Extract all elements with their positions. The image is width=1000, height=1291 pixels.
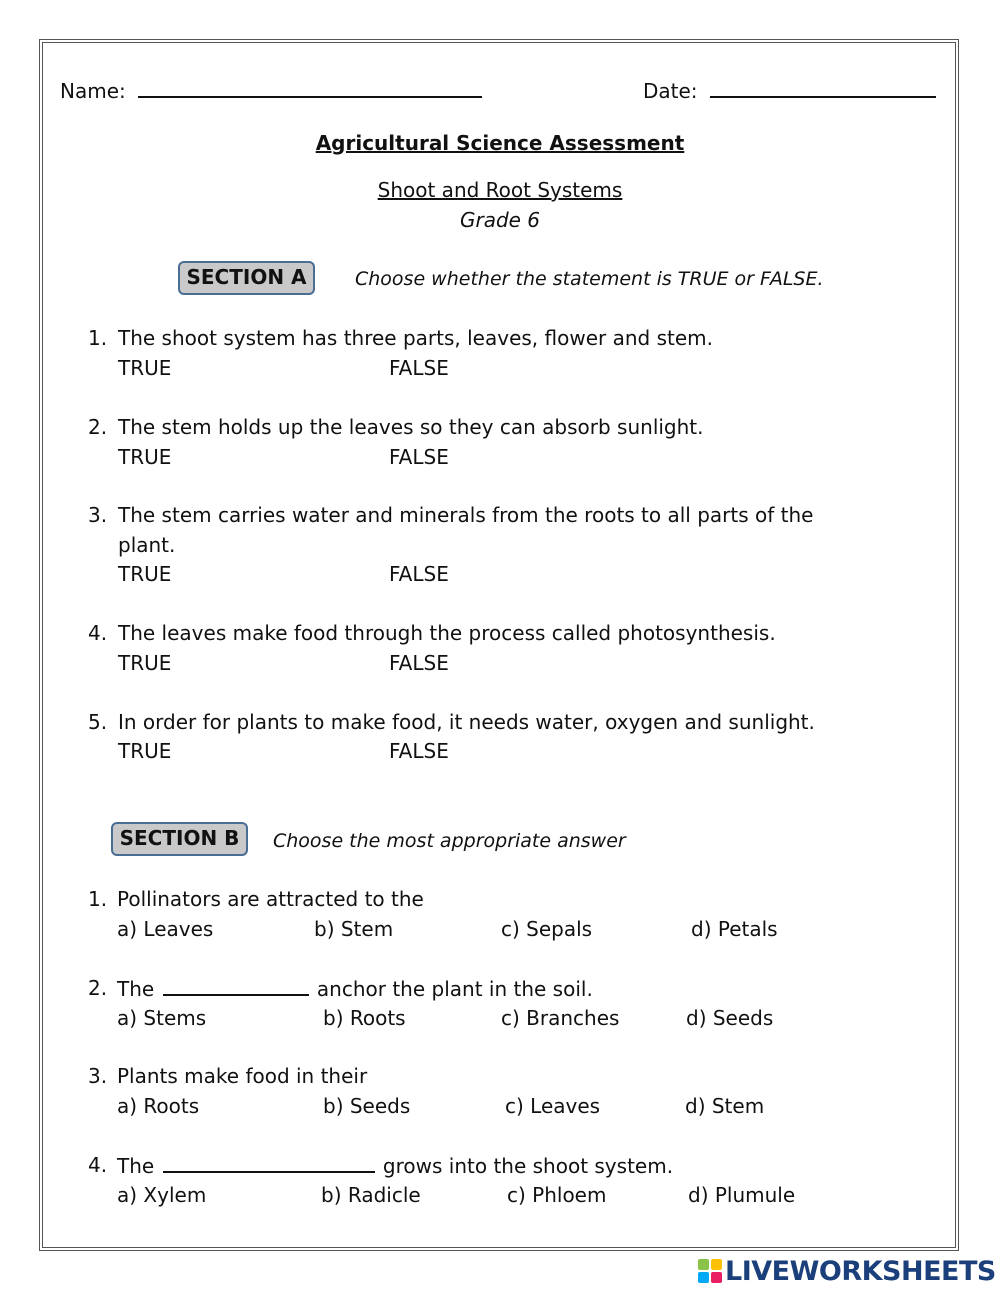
option-d[interactable]: d) Stem — [685, 1094, 765, 1118]
section-b-badge: SECTION B — [111, 822, 248, 856]
answer-blank[interactable] — [163, 1153, 375, 1173]
option-a[interactable]: a) Xylem — [117, 1183, 207, 1207]
true-option[interactable]: TRUE — [118, 562, 172, 586]
option-b[interactable]: b) Stem — [314, 917, 394, 941]
option-d[interactable]: d) Seeds — [686, 1006, 774, 1030]
true-option[interactable]: TRUE — [118, 445, 172, 469]
option-c[interactable]: c) Phloem — [507, 1183, 607, 1207]
question-number: 3. — [88, 1064, 108, 1088]
false-option[interactable]: FALSE — [389, 356, 449, 380]
option-c[interactable]: c) Branches — [501, 1006, 620, 1030]
question-text: Plants make food in their — [117, 1064, 368, 1088]
date-label: Date: — [643, 79, 698, 103]
section-b-instruction: Choose the most appropriate answer — [273, 830, 626, 852]
name-row — [60, 78, 482, 103]
question-text-after: anchor the plant in the soil. — [316, 977, 593, 1001]
question-text: Pollinators are attracted to the — [117, 887, 424, 911]
question-text: The stem holds up the leaves so they can absorb sunlight. — [118, 415, 704, 439]
question-text-before: The — [117, 1154, 155, 1178]
grade-label: Grade 6 — [459, 208, 541, 232]
false-option[interactable]: FALSE — [389, 445, 449, 469]
liveworksheets-logo-text: LIVEWORKSHEETS — [725, 1255, 996, 1287]
option-b[interactable]: b) Roots — [323, 1006, 406, 1030]
option-b[interactable]: b) Seeds — [323, 1094, 411, 1118]
option-a[interactable]: a) Stems — [117, 1006, 207, 1030]
question-text-continued: plant. — [118, 533, 176, 557]
section-a-instruction: Choose whether the statement is TRUE or FALSE. — [355, 268, 824, 290]
question-text: The leaves make food through the process called photosynthesis. — [118, 621, 776, 645]
option-a[interactable]: a) Roots — [117, 1094, 200, 1118]
section-a-badge: SECTION A — [178, 261, 315, 295]
question-number: 3. — [88, 503, 108, 527]
liveworksheets-logo-icon — [698, 1259, 722, 1283]
question-number: 2. — [88, 415, 108, 439]
question-number: 1. — [88, 887, 108, 911]
question-number: 2. — [88, 976, 108, 1000]
question-text — [117, 976, 593, 1001]
name-label: Name: — [60, 79, 126, 103]
true-option[interactable]: TRUE — [118, 739, 172, 763]
question-number: 4. — [88, 621, 108, 645]
question-text-after: grows into the shoot system. — [382, 1154, 674, 1178]
name-field[interactable] — [138, 78, 482, 98]
true-option[interactable]: TRUE — [118, 356, 172, 380]
date-field[interactable] — [710, 78, 936, 98]
liveworksheets-logo[interactable] — [698, 1256, 996, 1286]
true-option[interactable]: TRUE — [118, 651, 172, 675]
question-text: The stem carries water and minerals from the roots to all parts of the — [118, 503, 814, 527]
page-subtitle: Shoot and Root Systems — [377, 178, 623, 202]
answer-blank[interactable] — [163, 976, 309, 996]
false-option[interactable]: FALSE — [389, 562, 449, 586]
question-number: 5. — [88, 710, 108, 734]
question-text — [117, 1153, 673, 1178]
option-c[interactable]: c) Sepals — [501, 917, 593, 941]
false-option[interactable]: FALSE — [389, 651, 449, 675]
option-d[interactable]: d) Plumule — [688, 1183, 796, 1207]
question-text-before: The — [117, 977, 155, 1001]
question-text: In order for plants to make food, it needs water, oxygen and sunlight. — [118, 710, 815, 734]
question-number: 4. — [88, 1153, 108, 1177]
option-d[interactable]: d) Petals — [691, 917, 778, 941]
false-option[interactable]: FALSE — [389, 739, 449, 763]
option-c[interactable]: c) Leaves — [505, 1094, 601, 1118]
page-title: Agricultural Science Assessment — [315, 131, 685, 155]
date-row — [643, 78, 936, 103]
question-number: 1. — [88, 326, 108, 350]
option-a[interactable]: a) Leaves — [117, 917, 214, 941]
option-b[interactable]: b) Radicle — [321, 1183, 421, 1207]
question-text: The shoot system has three parts, leaves, flower and stem. — [118, 326, 713, 350]
